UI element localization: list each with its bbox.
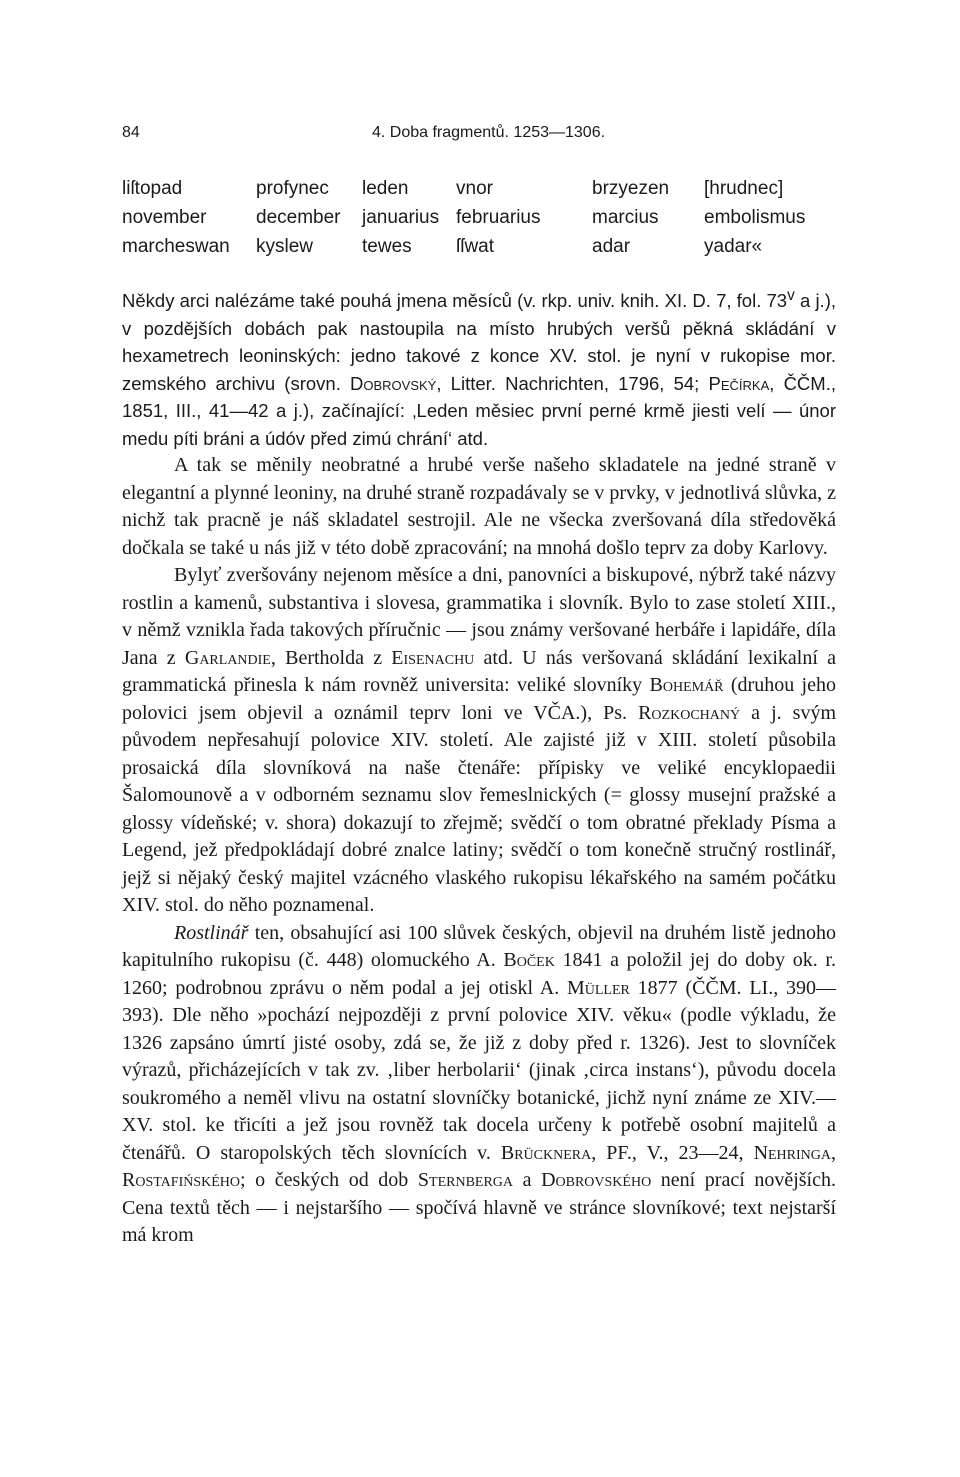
author-name: Garlandie (184, 646, 271, 669)
text-run: ten, obsahující asi 100 slůvek českých, objevil na druhém listě jednoho kapitulního rukopisu (č. 448) olomuckého A. (122, 921, 836, 972)
months-row-hebrew (122, 236, 838, 265)
text-run: a j. svým původem nepřesahují polovice XIV. století. Ale zajisté již v XIII. století působila prosaická díla slovníková na naše čtenáře: přípisky ve veliké encyklopaedii Šalomounově a v odborném seznamu slov řemeslnických (= glossy musejní pražské a glossy vídeňské; v. shora) dokazují to zřejmě; svědčí o tom obratné překlady Písma a Legend, jež předpokládají dobré znalce latiny; svědčí o tom konečně stručný rostlinář, jejž si nějaký český majitel vzácného vlaského rukopisu lékařského na samém počátku XIV. stol. do něho poznamenal. (122, 701, 837, 917)
month-cell: marcheswan (122, 236, 230, 257)
paragraph-rostlinar (122, 920, 836, 1250)
italic-term: Rostlinář (174, 921, 249, 944)
text-run: , PF., V., 23—24, (591, 1141, 754, 1164)
author-name: Rostafińského (122, 1169, 241, 1192)
month-cell: adar (592, 236, 631, 257)
text-run: Někdy arci nalézáme také pouhá jmena měsíců (v. rkp. univ. knih. XI. D. 7, fol. 73 (122, 290, 788, 312)
author-name: Sternberga (417, 1169, 514, 1192)
text-run: , (831, 1141, 836, 1164)
text-run: a (513, 1169, 542, 1192)
months-row-latin (122, 207, 838, 236)
author-name: Nehringa (753, 1141, 831, 1164)
text-run: Bylyť zveršovány nejenom měsíce a dni, panovníci a biskupové, nýbrž také názvy rostlin a kamenů, substantiva i slovesa, grammatika i slovník. Bylo to zase století XIII., v němž vznikla řada takových příručnic — jsou známy veršované herbáře i lapidáře, díla Jana z (122, 564, 836, 669)
text-run: ; o českých od dob (240, 1169, 418, 1192)
superscript: v (787, 287, 795, 304)
month-cell: februarius (456, 207, 541, 228)
author-name: Boček (503, 949, 555, 972)
text-run: atd. U nás veršovaná skládání lexikalní a grammatická přinesla k nám rovněž universita: veliké slovníky (122, 646, 836, 697)
months-row-czech (122, 178, 838, 207)
month-cell: embolismus (704, 207, 806, 228)
month-cell: liſtopad (122, 178, 183, 199)
month-cell: december (256, 207, 341, 228)
paragraph-months-names (122, 282, 836, 452)
text-run: , Litter. Nachrichten, 1796, 54; (436, 372, 709, 394)
text-run: , Bertholda z (270, 646, 392, 669)
author-name: Dobrovského (541, 1169, 652, 1192)
text-run: 1841 a položil jej do doby ok. r. 1260; podrobnou zprávu o něm podal a jej otiskl A. (122, 949, 836, 999)
paragraph-lexical (122, 562, 836, 920)
work-name: Rozkochaný (638, 701, 741, 724)
author-name: Müller (566, 976, 630, 999)
month-cell: november (122, 207, 207, 228)
month-cell: yadar« (704, 236, 763, 257)
text-run: (druhou jeho polovici jsem objevil a oznámil teprv loni ve VČA.), Ps. (122, 674, 836, 724)
text-run: a j.), v pozdějších dobách pak nastoupila na místo hrubých veršů pěkná skládání v hexametrech leoninských: jedno takové z konce XV. stol. je nyní v rukopise mor. zemského archivu (srovn. (122, 290, 836, 394)
month-cell: vnor (456, 178, 493, 199)
text-run: , ČČM., 1851, III., 41—42 a j.), začínající: ‚Leden měsiec prvnί perné krmě jiesti velí — únor medu píti bráni a údóv před zimú chrání‘ atd. (122, 372, 836, 449)
month-cell: kyslew (256, 236, 314, 257)
month-cell: ſſwat (456, 236, 495, 257)
month-cell: marcius (592, 207, 659, 228)
month-cell: profynec (256, 178, 329, 199)
month-cell: tewes (362, 236, 412, 257)
month-cell: [hrudnec] (704, 178, 784, 199)
month-cell: brzyezen (592, 178, 670, 199)
month-cell: januarius (362, 207, 440, 228)
author-name: Dobrovský (350, 372, 437, 394)
month-cell: leden (362, 178, 409, 199)
text-run: není prací novějších. Cena textů těch — i nejstaršího — spočívá hlavně ve stránce slovníkové; text nejstarší má krom (122, 1169, 836, 1247)
paragraph-verses: A tak se měnily neobratné a hrubé verše našeho skladatele na jedné straně v elegantní a plynné leoniny, na druhé straně rozpadávaly se v prvky, v jednotlivá slůvka, z nichž tak pracně je náš skladatel sestrojil. Ale ne všecka zveršovaná díla středověká dočkala se také u nás již v této době zpracování; na mnohá došlo teprv za doby Karlovy. (122, 454, 836, 559)
author-name: Eisenachu (391, 646, 475, 669)
author-name: Brücknera (500, 1141, 592, 1164)
author-name: Pečírka (708, 372, 770, 394)
text-run: 1877 (ČČM. LI., 390—393). Dle něho »pochází nejpozději z první polovice XIV. věku« (podle výkladu, že 1326 zapsáno úmrtí jisté osoby, zdá se, že již z doby před r. 1326). Jest to slovníček výrazů, přicházejících v tak zv. ‚liber herbolarii‘ (jinak ‚circa instans‘), původu docela soukromého a neměl vlivu na ostatní slovníčky botanické, jichž nyní známe ze XIV.—XV. stol. ke třicíti a jež jsou rovněž tak docela určeny k potřebě osobní majitelů a čtenářů. O staropolských těch slovnících v. (122, 976, 836, 1164)
body-text (122, 282, 836, 1250)
months-table (122, 178, 838, 265)
page-number: 84 (122, 124, 140, 141)
chapter-title: 4. Doba fragmentů. 1253—1306. (372, 124, 606, 141)
work-name: Bohemář (649, 674, 724, 697)
